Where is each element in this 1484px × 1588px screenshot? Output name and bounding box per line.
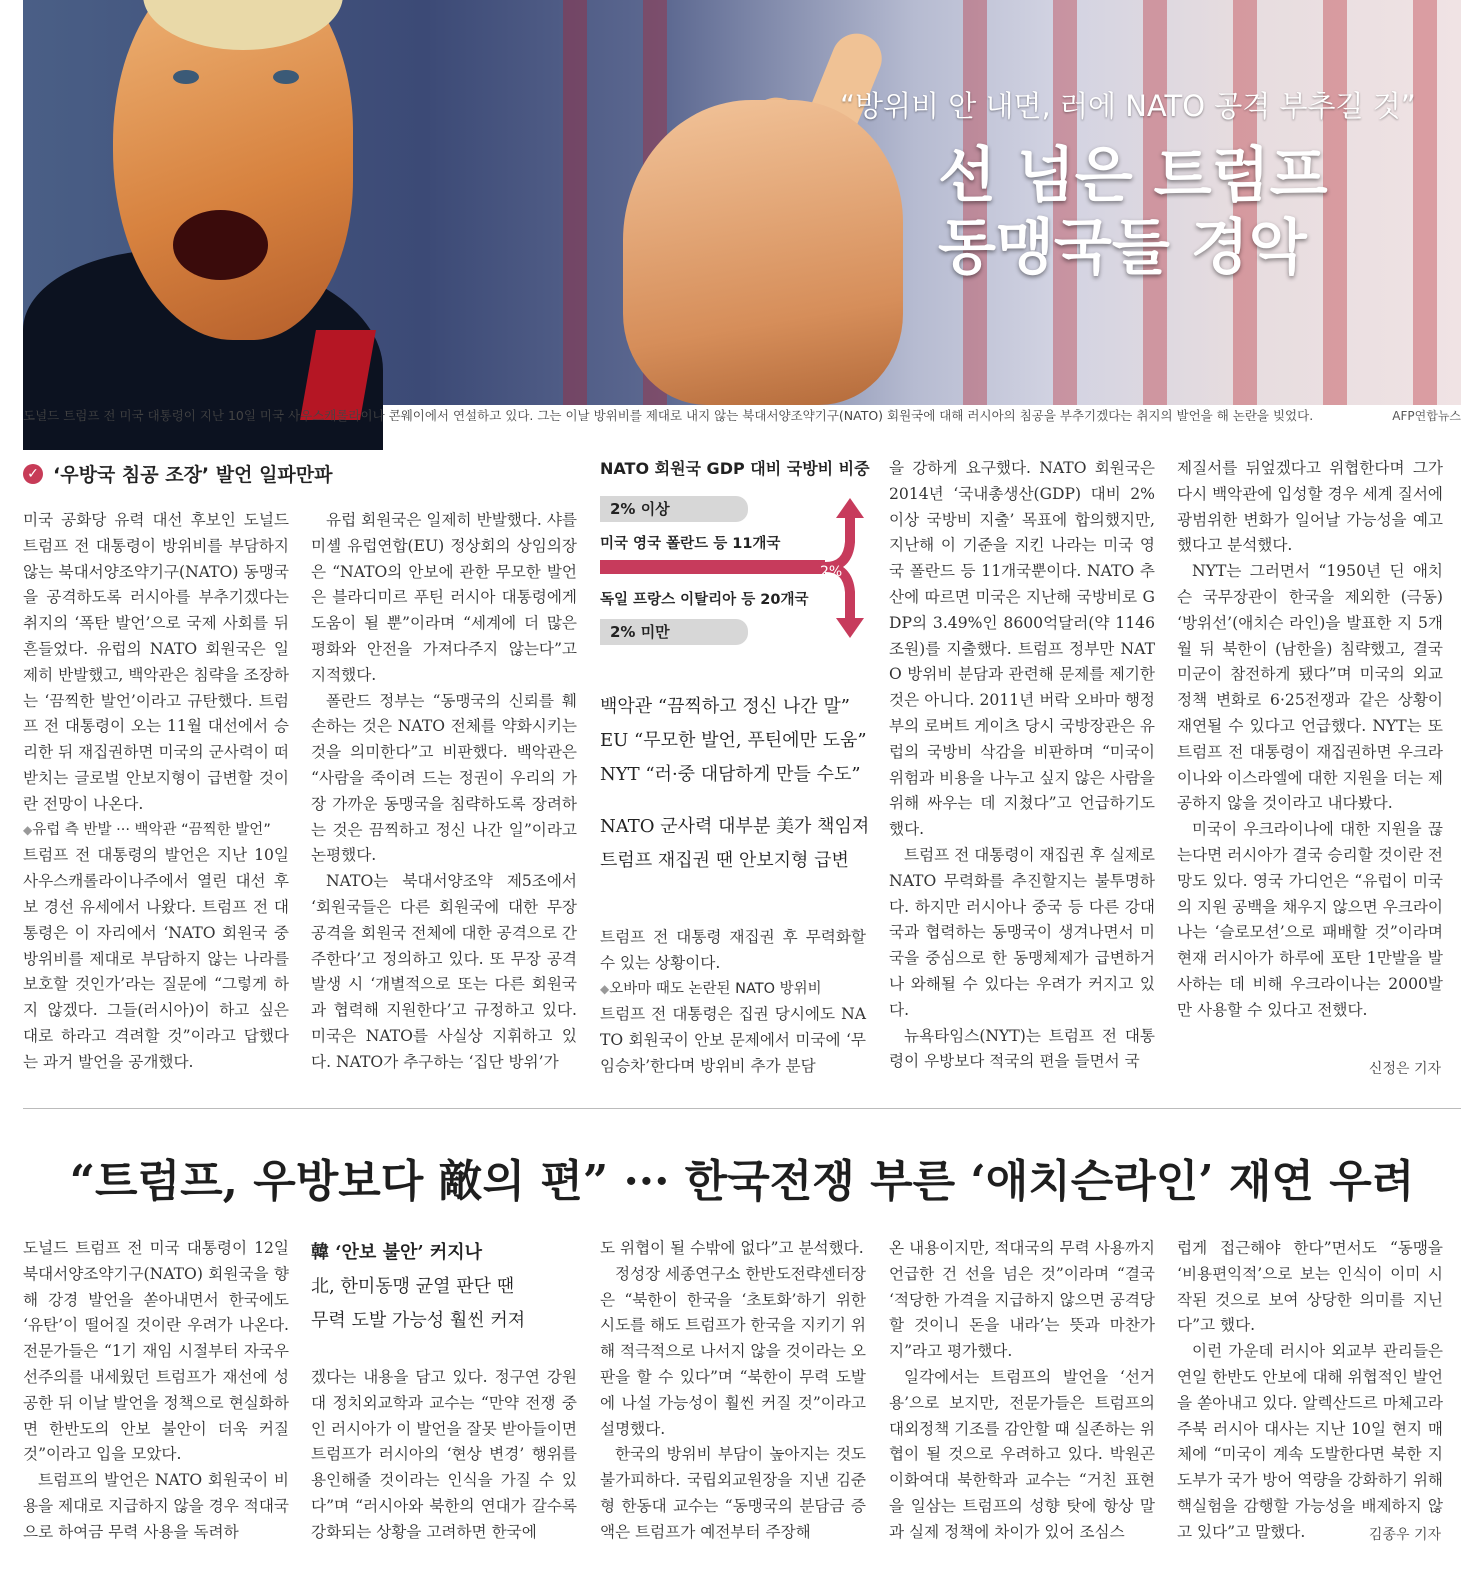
article-divider [23, 1108, 1461, 1109]
article1-subheads-2 [600, 810, 880, 878]
photo-credit: AFP연합뉴스 [1392, 409, 1461, 423]
article-paragraph: 미국이 우크라이나에 대한 지원을 끊는다면 러시아가 결국 승리할 것이란 전망도 있다. 영국 가디언은 “유럽이 미국의 지원 공백을 채우지 않으면 우크라이나는 ‘슬로모션’으로 패배할 것”이라며 현재 러시아가 하루에 포탄 1만발을 발사하는 데 비해 우크라이나는 2000발만 사용할 수 있다고 전했다. [1177, 820, 1443, 1019]
subhead-line: NYT “러·중 대담하게 만들 수도” [600, 764, 861, 785]
subhead-line: 韓 ‘안보 불안’ 커지나 [311, 1242, 483, 1263]
subhead-line: NATO 군사력 대부분 美가 책임져 [600, 816, 870, 837]
article1-column-2 [311, 508, 577, 1080]
article-paragraph: NATO는 북대서양조약 제5조에서 ‘회원국들은 다른 회원국에 대한 무장 공격을 회원국 전체에 대한 공격으로 간주한다’고 정의하고 있다. 또 무장 공격 발생 시 ‘개별적으로 또는 다른 회원국과 협력해 지원한다’고 규정하고 있다. 미국은 NATO를 사실상 지휘하고 있다. NATO가 추구하는 ‘집단 방위’가 [311, 872, 577, 1071]
hero-kicker: “방위비 안 내면, 러에 NATO 공격 부추길 것” [840, 89, 1416, 123]
subhead-line: 北, 한미동맹 균열 판단 땐 [311, 1276, 515, 1297]
article-paragraph: 트럼프 전 대통령은 집권 당시에도 NATO 회원국이 안보 문제에서 미국에 ‘무임승차’한다며 방위비 추가 분담 [600, 1005, 866, 1075]
article1-column-3 [600, 925, 866, 1081]
chart-category-above: 2% 이상 [600, 496, 748, 522]
article1-column-5 [1177, 456, 1443, 1056]
article-paragraph: 트럼프 전 대통령이 재집권 후 실제로 NATO 무력화를 추진할지는 불투명하다. 하지만 러시아나 중국 등 다른 강대국과 협력하는 동맹국이 생겨나면서 미국을 중심으로 한 동맹체제가 급변하거나 와해될 수 있다는 우려가 커지고 있다. [889, 845, 1155, 1019]
up-arrow [825, 514, 850, 567]
down-arrowhead [836, 618, 864, 638]
article-paragraph: 폴란드 정부는 “동맹국의 신뢰를 훼손하는 것은 NATO 전체를 약화시키는 것을 의미한다”고 비판했다. 백악관은 “사람을 죽이려 드는 정권이 우리의 가장 가까운 동맹국을 침략하도록 장려하는 것은 끔찍하고 정신 나간 일”이라고 논평했다. [311, 691, 577, 865]
article-paragraph: 일각에서는 트럼프의 발언을 ‘선거용’으로 보지만, 전문가들은 트럼프의 대외정책 기조를 감안할 때 실존하는 위협이 될 것으로 우려하고 있다. 박원곤 이화여대 북한학과 교수는 “거친 표현을 일삼는 트럼프의 성향 탓에 항상 말과 실제 정책에 차이가 있어 조심스 [889, 1367, 1155, 1541]
article-paragraph: 트럼프의 발언은 NATO 회원국이 비용을 제대로 지급하지 않을 경우 적대국으로 하여금 무력 사용을 독려하 [23, 1471, 289, 1541]
section-heading-text: ‘우방국 침공 조장’ 발언 일파만파 [53, 464, 333, 486]
threshold-label: 2% [820, 564, 843, 580]
threshold-bar [600, 560, 825, 574]
article2-subheads [311, 1236, 581, 1338]
article-paragraph: 도널드 트럼프 전 미국 대통령이 12일 북대서양조약기구(NATO) 회원국을 향해 강경 발언을 쏟아내면서 한국에도 ‘유탄’이 떨어질 것이란 우려가 나온다. 전문가들은 “1기 재임 시절부터 자국우선주의를 내세웠던 트럼프가 재선에 성공한 뒤 이날 발언을 정책으로 현실화하면 한반도의 안보 불안이 더욱 커질 것”이라고 입을 모았다. [23, 1239, 289, 1464]
article-paragraph: 한국의 방위비 부담이 높아지는 것도 불가피하다. 국립외교원장을 지낸 김준형 한동대 교수는 “동맹국의 분담금 증액은 트럼프가 예전부터 주장해 [600, 1445, 866, 1541]
defense-spending-chart [600, 456, 870, 646]
article2-column-3 [600, 1236, 866, 1546]
article-paragraph: 미국 공화당 유력 대선 후보인 도널드 트럼프 전 대통령이 방위비를 부담하지 않는 북대서양조약기구(NATO) 동맹국을 공격하도록 러시아를 부추기겠다는 취지의 ‘폭탄 발언’으로 국제 사회를 뒤흔들었다. 유럽의 NATO 회원국은 일제히 반발했고, 백악관은 침략을 조장하는 ‘끔찍한 발언’이라고 규탄했다. 트럼프 전 대통령이 오는 11월 대선에서 승리한 뒤 재집권하면 미국의 군사력이 떠받치는 글로벌 안보지형이 급변할 것이란 전망이 나온다. [23, 511, 289, 813]
subhead-line: 무력 도발 가능성 훨씬 커져 [311, 1310, 526, 1331]
up-arrowhead [836, 498, 864, 518]
article-paragraph: 트럼프 전 대통령의 발언은 지난 10일 사우스캐롤라이나주에서 열린 대선 후보 경선 유세에서 나왔다. 트럼프 전 대통령은 이 자리에서 ‘NATO 회원국 중 방위비를 제대로 부담하지 않는 나라를 보호할 것인가’라는 질문에 “그렇게 하지 않겠다. 그들(러시아)이 하고 싶은 대로 하라고 격려할 것”이라고 답했다는 과거 발언을 공개했다. [23, 846, 289, 1071]
chart-category-below: 2% 미만 [600, 619, 748, 645]
hero-title-line2: 동맹국들 경악 [938, 213, 1307, 283]
article-paragraph: 제질서를 뒤엎겠다고 위협한다며 그가 다시 백악관에 입성할 경우 세계 질서에 광범위한 변화가 일어날 가능성을 예고했다고 분석했다. [1177, 459, 1443, 555]
chart-group-below: 독일 프랑스 이탈리아 등 20개국 [600, 592, 809, 608]
article-paragraph: 도 위협이 될 수밖에 없다”고 분석했다. [600, 1239, 864, 1257]
article2-headline: “트럼프, 우방보다 敵의 편” ··· 한국전쟁 부른 ‘애치슨라인’ 재연 우려 [69, 1156, 1415, 1207]
section-heading [23, 460, 333, 487]
article2-byline: 김종우 기자 [1368, 1527, 1441, 1543]
hero-title-line1: 선 넘은 트럼프 [938, 141, 1328, 211]
article2-column-4 [889, 1236, 1155, 1546]
article1-column-4 [889, 456, 1155, 1081]
article1-column-1 [23, 508, 289, 1080]
article-paragraph: 정성장 세종연구소 한반도전략센터장은 “북한이 한국을 ‘초토화’하기 위한 시도를 해도 트럼프가 한국을 지키기 위해 적극적으로 나서지 않을 것이라는 오판을 할 수 있다”며 “북한이 무력 도발에 나설 가능성이 훨씬 커질 것”이라고 설명했다. [600, 1264, 866, 1438]
article-paragraph: 을 강하게 요구했다. NATO 회원국은 2014년 ‘국내총생산(GDP) 대비 2% 이상 국방비 지출’ 목표에 합의했지만, 지난해 이 기준을 지킨 나라는 미국 영국 폴란드 등 11개국뿐이다. NATO 추산에 따르면 미국은 지난해 국방비로 GDP의 3.49%인 8600억달러(약 1146조원)를 지출했다. 트럼프 정부만 NATO 방위비 분담과 관련해 문제를 제기한 것은 아니다. 2011년 버락 오바마 행정부의 로버트 게이츠 당시 국방장관은 유럽의 국방비 삭감을 비판하며 “미국이 위험과 비용을 나누고 싶지 않은 사람을 위해 싸우는 데 지쳤다”고 언급하기도 했다. [889, 459, 1155, 839]
article-subhead: ◆ 오바마 때도 논란된 NATO 방위비 [600, 977, 866, 1003]
hero-title [938, 140, 1408, 284]
article1-byline: 신정은 기자 [1368, 1061, 1441, 1077]
article-paragraph: 유럽 회원국은 일제히 반발했다. 샤를 미셸 유럽연합(EU) 정상회의 상임의장은 “NATO의 안보에 관한 무모한 발언은 블라디미르 푸틴 러시아 대통령에게 도움이 될 뿐”이라며 “세계에 더 많은 평화와 안전을 가져다주지 않는다”고 지적했다. [311, 511, 577, 684]
article-paragraph: 뉴욕타임스(NYT)는 트럼프 전 대통령이 우방보다 적국의 편을 들면서 국 [889, 1026, 1155, 1071]
checkmark-icon: ✓ [23, 464, 43, 484]
article2-column-2 [311, 1365, 577, 1547]
photo-caption: 도널드 트럼프 전 미국 대통령이 지난 10일 미국 사우스캐롤라이나 콘웨이에서 연설하고 있다. 그는 이날 방위비를 제대로 내지 않는 북대서양조약기구(NATO) 회원국에 대해 러시아의 침공을 부추기겠다는 취지의 발언을 해 논란을 빚었다. [23, 408, 1314, 423]
article-paragraph: 이런 가운데 러시아 외교부 관리들은 연일 한반도 안보에 대해 위협적인 발언을 쏟아내고 있다. 알렉산드르 마체고라 주북 러시아 대사는 지난 10일 현지 매체에 “미국이 계속 도발한다면 북한 지도부가 국가 방어 역량을 강화하기 위해 핵실험을 감행할 가능성을 배제하지 않고 있다”고 말했다. [1177, 1342, 1443, 1541]
article-paragraph: 럽게 접근해야 한다”면서도 “동맹을 ‘비용편익적’으로 보는 인식이 이미 시작된 것으로 보여 상당한 의미를 지닌다”고 했다. [1177, 1239, 1443, 1335]
article-paragraph: 겠다는 내용을 담고 있다. 정구연 강원대 정치외교학과 교수는 “만약 전쟁 중인 러시아가 이 발언을 잘못 받아들이면 트럼프가 러시아의 ‘현상 변경’ 행위를 용인해줄 것이라는 인식을 가질 수 있다”며 “러시아와 북한의 연대가 갈수록 강화되는 상황을 고려하면 한국에 [311, 1368, 577, 1541]
article-paragraph: 트럼프 전 대통령 재집권 후 무력화할 수 있는 상황이다. [600, 928, 866, 972]
article-subhead: ◆ 유럽 측 반발 ··· 백악관 “끔찍한 발언” [23, 818, 289, 844]
subhead-line: EU “무모한 발언, 푸틴에만 도움” [600, 730, 867, 751]
subhead-line: 백악관 “끔찍하고 정신 나간 말” [600, 696, 850, 717]
article-paragraph: 온 내용이지만, 적대국의 무력 사용까지 언급한 건 선을 넘은 것”이라며 “결국 ‘적당한 가격을 지급하지 않으면 공격당할 것이니 돈을 내라’는 뜻과 마찬가지”라고 평가했다. [889, 1239, 1155, 1361]
chart-group-above: 미국 영국 폴란드 등 11개국 [600, 536, 781, 552]
article-paragraph: NYT는 그러면서 “1950년 딘 애치슨 국무장관이 한국을 제외한 (극동) ‘방위선’(애치슨 라인)을 발표한 지 5개월 뒤 북한이 (남한을) 침략했고, 결국 미군이 참전하게 됐다”며 미국의 외교정책 변화로 6·25전쟁과 같은 상황이 재연될 수 있다고 언급했다. NYT는 또 트럼프 전 대통령이 재집권하면 우크라이나와 이스라엘에 대한 지원을 더는 제공하지 않을 것이라고 내다봤다. [1177, 562, 1443, 813]
chart-title: NATO 회원국 GDP 대비 국방비 비중 [600, 459, 870, 478]
article2-column-1 [23, 1236, 289, 1546]
article1-subheads [600, 690, 880, 792]
subhead-line: 트럼프 재집권 땐 안보지형 급변 [600, 850, 849, 871]
